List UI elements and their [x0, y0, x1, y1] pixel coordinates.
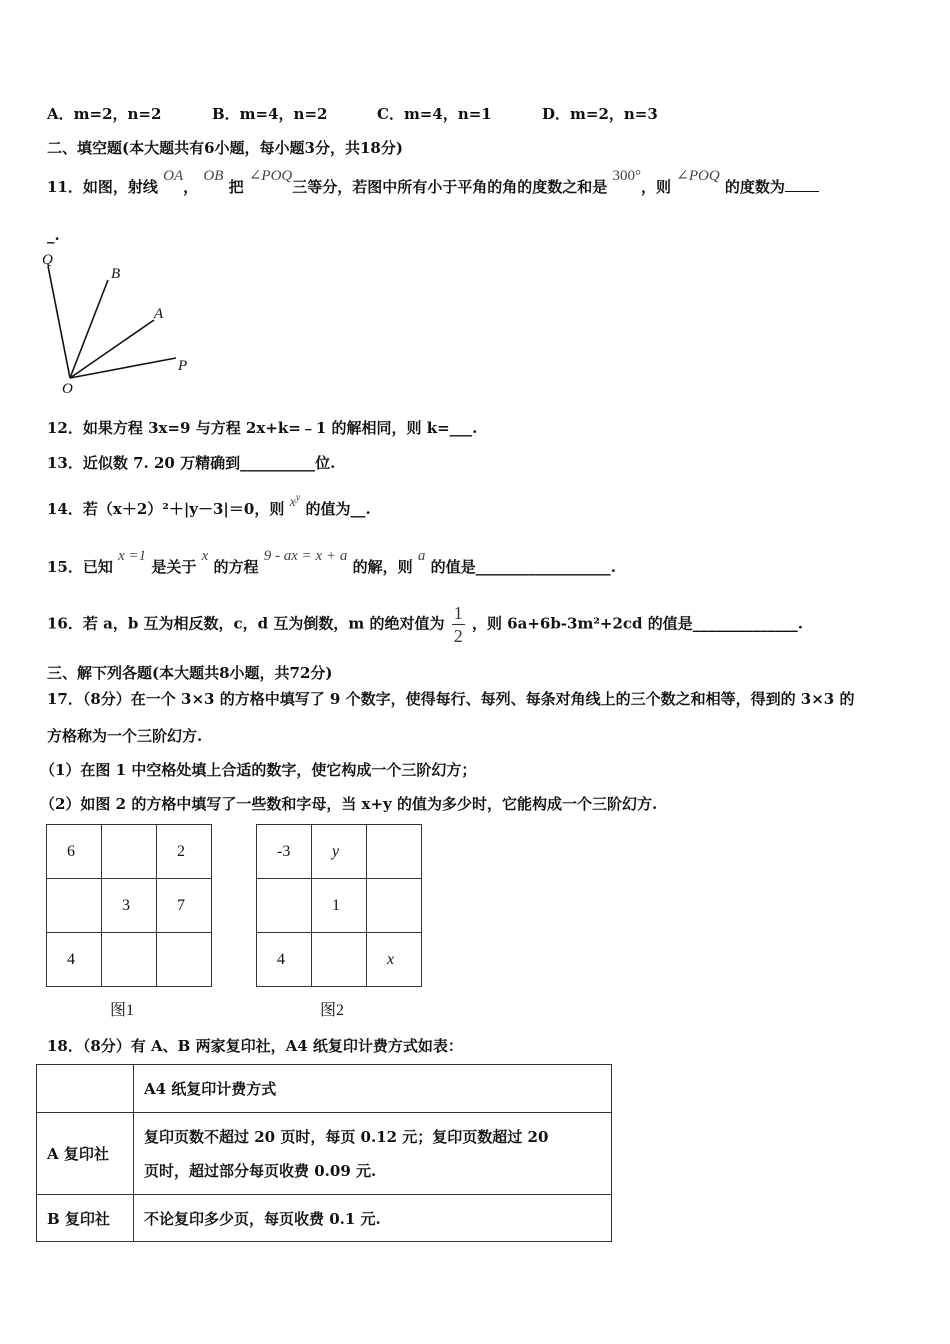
- q11-angle-2: ∠POQ: [676, 168, 720, 184]
- section2-title: 二、填空题(本大题共有6小题，每小题3分，共18分): [47, 139, 403, 157]
- q17-line1: 17．（8分）在一个 3×3 的方格中填写了 9 个数字，使得每行、每列、每条对角线上的三个数之和相等，得到的 3×3 的: [47, 690, 855, 708]
- q11-text: [47, 168, 819, 197]
- grid1-cell: [47, 879, 102, 933]
- q15-eq1: x =1: [118, 548, 147, 564]
- grid1-cell: [102, 933, 157, 987]
- grid2-caption: 图2: [320, 1002, 345, 1019]
- q10-option-d: D．m=2，n=3: [542, 105, 658, 123]
- q13: 13．近似数 7. 20 万精确到__________位.: [47, 454, 336, 472]
- q10-option-a: A．m=2，n=2: [47, 105, 162, 123]
- ray-op: [70, 358, 176, 378]
- grid1-cell: 6: [47, 825, 102, 879]
- q11-degree: 300°: [612, 168, 641, 184]
- q11-angle-figure: [38, 250, 198, 398]
- q11-sep: ，: [183, 178, 199, 196]
- price-row-a-line2: 页时，超过部分每页收费 0.09 元.: [144, 1161, 377, 1180]
- q11-ob: OB: [203, 168, 224, 184]
- label-o: O: [62, 381, 73, 397]
- q11-text2: ，则: [641, 178, 672, 196]
- grid2-cell: [257, 879, 312, 933]
- grid1-cell: 4: [47, 933, 102, 987]
- q15: [47, 548, 616, 577]
- label-p: P: [178, 358, 188, 374]
- price-table-corner: [37, 1065, 134, 1113]
- magic-square-figure-1: [46, 824, 212, 987]
- q11-text3: 的度数为: [724, 178, 785, 196]
- q11-text1: 三等分，若图中所有小于平角的角的度数之和是: [292, 178, 608, 196]
- q15-mid3: 的解，则: [352, 558, 413, 576]
- grid1-cell: 3: [102, 879, 157, 933]
- q17-line2: 方格称为一个三阶幻方.: [47, 727, 203, 745]
- q15-pre: 15．已知: [47, 558, 113, 576]
- grid2-cell: [367, 879, 422, 933]
- q16-frac-num: 1: [453, 603, 463, 623]
- q16-pre: 16．若 a，b 互为相反数，c，d 互为倒数，m 的绝对值为: [47, 614, 445, 633]
- q10-option-c: C．m=4，n=1: [377, 105, 492, 123]
- q11-ba: 把: [228, 178, 244, 196]
- q16: [47, 604, 803, 645]
- price-table-row-name: B 复印社: [37, 1195, 134, 1242]
- price-table-row-name: A 复印社: [37, 1113, 134, 1195]
- grid1-caption: 图1: [110, 1002, 135, 1019]
- grid2-cell: y: [312, 825, 367, 879]
- price-table-header: A4 纸复印计费方式: [134, 1065, 612, 1113]
- grid1-cell: [102, 825, 157, 879]
- section3-title: 三、解下列各题(本大题共8小题，共72分): [47, 664, 333, 682]
- grid1-cell: [157, 933, 212, 987]
- q11-angle: ∠POQ: [248, 168, 293, 184]
- q14: [47, 492, 371, 519]
- q16-post: ，则 6a+6b-3m²+2cd 的值是______________.: [471, 614, 803, 633]
- q15-post: 的值是__________________.: [430, 558, 616, 576]
- q14-post: 的值为__.: [305, 500, 371, 518]
- q10-option-b: B．m=4，n=2: [212, 105, 328, 123]
- q15-eq2: 9 - ax = x + a: [263, 548, 348, 564]
- grid1-cell: 7: [157, 879, 212, 933]
- q16-frac-den: 2: [453, 626, 463, 646]
- price-table-row-desc: [134, 1113, 612, 1195]
- q17-part2: （2）如图 2 的方格中填写了一些数和字母，当 x+y 的值为多少时，它能构成一个三阶幻方.: [40, 795, 658, 813]
- q17-part1: （1）在图 1 中空格处填上合适的数字，使它构成一个三阶幻方；: [40, 761, 477, 779]
- q11-answer-blank[interactable]: [785, 179, 819, 192]
- q15-mid2: 的方程: [213, 558, 259, 576]
- q11-num: 11．如图，射线: [47, 178, 158, 196]
- grid2-cell: [312, 933, 367, 987]
- q14-pre: 14．若（x＋2）²＋|y－3|＝0，则: [47, 500, 285, 518]
- grid1-cell: 2: [157, 825, 212, 879]
- price-table: [36, 1064, 612, 1242]
- grid2-cell: 1: [312, 879, 367, 933]
- q18: 18．（8分）有 A、B 两家复印社，A4 纸复印计费方式如表：: [47, 1037, 463, 1055]
- q10-options: [47, 103, 658, 124]
- label-a: A: [154, 306, 164, 322]
- q11-oa: OA: [163, 168, 184, 184]
- grid2-cell: x: [367, 933, 422, 987]
- q16-fraction: [452, 604, 465, 645]
- label-b: B: [111, 266, 121, 282]
- ray-oq: [48, 266, 70, 378]
- label-q: Q: [42, 252, 53, 268]
- q15-var-a: a: [417, 548, 426, 564]
- q12: 12．如果方程 3x=9 与方程 2x+k=﹣1 的解相同，则 k=___.: [47, 419, 478, 437]
- q15-var-x: x: [201, 548, 209, 564]
- grid2-cell: [367, 825, 422, 879]
- grid2-cell: 4: [257, 933, 312, 987]
- grid2-cell: -3: [257, 825, 312, 879]
- price-table-row-desc: 不论复印多少页，每页收费 0.1 元.: [134, 1195, 612, 1242]
- q15-mid1: 是关于: [151, 558, 197, 576]
- magic-square-figure-2: [256, 824, 422, 987]
- q11-trail: _.: [47, 226, 60, 244]
- price-row-a-line1: 复印页数不超过 20 页时，每页 0.12 元；复印页数超过 20: [144, 1127, 549, 1146]
- q14-power-expression: $x^y$: [289, 492, 301, 510]
- ray-ob: [70, 280, 108, 378]
